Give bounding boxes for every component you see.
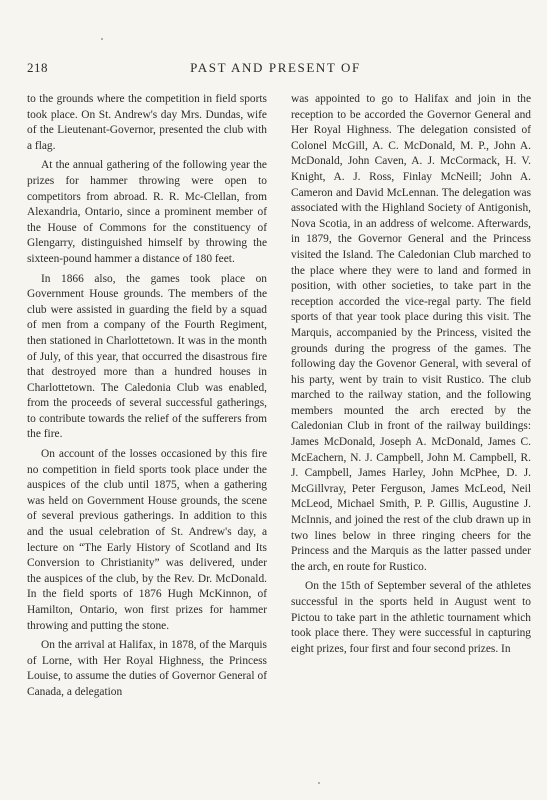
paragraph: was appointed to go to Halifax and join in the reception to be accorded the Governor General and Her Royal Highness. The delegation consisted of Colonel McGill, A. C. McDonald, M. P., John A. McDonald, John Caven, A. J. McCormack, H. V. Knight, A. J. Ross, Finlay McNeill; John A. Cameron and David McLennan. The delegation was associated with the Highland Society of Antigonish, Nova Scotia, in an address of welcome. Afterwards, in 1879, the Governor General and the Princess visited the Island. The Caledonian Club marched to the place where they were to land and formed in position, with other societies, to take part in the reception accorded the vice-regal party. The field sports of that year took place during this visit. The Marquis, accompanied by the Princess, visited the grounds during the progress of the games. The following day the Govenor General, with several of his party, went by train to visit Rustico. The club marched to the railway station, and the following members mounted the arch erected by the Caledonian Club in front of the railway buildings: James McDonald, Joseph A. McDonald, James C. McEachern, N. J. Campbell, John M. Campbell, R. J. Campbell, James Harley, John McPhee, D. J. McGillvray, Peter Ferguson, James McLeod, Neil McLeod, Michael Smith, P. P. Gillis, Augustine J. McInnis, and joined the rest of the club drawn up in two lines below in three ringing cheers for the Princess and the Marquis as the latter passed under the arch, en route for Rustico. (291, 93, 531, 573)
paragraph: On the 15th of September several of the athletes successful in the sports held in August went to Pictou to take part in the athletic tournament which took place there. They were successful in capturing eight prizes, four first and four second prizes. In (291, 580, 531, 655)
paragraph: On the arrival at Halifax, in 1878, of the Marquis of Lorne, with Her Royal Highness, the Princess Louise, to assume the duties of Governor General of Canada, a delegation (27, 639, 267, 698)
paper-speck (318, 782, 320, 784)
paragraph: In 1866 also, the games took place on Government House grounds. The members of the club were assisted in guarding the field by a squad of men from a company of the Fourth Regiment, then stationed in Charlottetown. It was in the month of July, of this year, that occurred the disastrous fire that destroyed more than a hundred houses in Charlottetown. The Caledonia Club was enabled, from the proceeds of several successful gatherings, to contribute towards the relief of the sufferers from the fire. (27, 272, 267, 441)
page-number: 218 (27, 60, 48, 75)
paper-speck (101, 38, 103, 40)
paragraph: On account of the losses occasioned by this fire no competition in field sports took place under the auspices of the club until 1875, when a gathering was held on Government House grounds, the scene of several previous gatherings. In addition to this and the usual celebration of St. Andrew's day, a lecture on “The Early History of Scotland and Its Conversion to Christianity” was delivered, under the auspices of the club, by the Rev. Dr. McDonald. In the field sports of 1876 Hugh McKinnon, of Hamilton, Ontario, won first prizes for hammer throwing and putting the stone. (27, 448, 267, 632)
running-head: PAST AND PRESENT OF (190, 60, 361, 75)
paragraph: At the annual gathering of the following year the prizes for hammer throwing were open to competitors from abroad. R. R. Mc-Clellan, from Alexandria, Ontario, since a prominent member of the House of Commons for the constituency of Glengarry, distinguished himself by throwing the sixteen-pound hammer a distance of 180 feet. (27, 159, 267, 265)
paragraph: to the grounds where the competition in field sports took place. On St. Andrew's day Mrs. Dundas, wife of the Lieutenant-Governor, presented the club with a flag. (27, 93, 267, 152)
left-column (27, 92, 267, 772)
right-column (291, 92, 531, 772)
page-header (27, 60, 524, 80)
